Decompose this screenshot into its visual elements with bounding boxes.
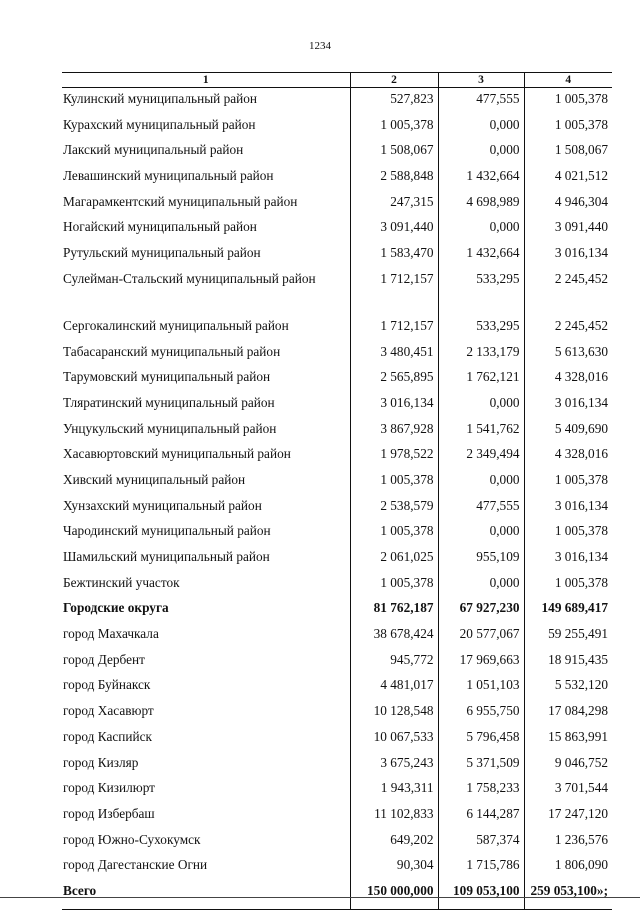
row-value-col3: 1 432,664: [438, 165, 524, 191]
row-name-cell: Бежтинский участок: [63, 574, 180, 590]
row-value-col3: 477,555: [438, 88, 524, 114]
row-name-cell: город Избербаш: [63, 805, 155, 821]
row-value-col4: 3 016,134: [524, 546, 612, 572]
row-value-col2: 1 005,378: [350, 114, 438, 140]
table-row: [62, 726, 612, 752]
row-value-col3: 1 051,103: [438, 674, 524, 700]
table-row: [62, 268, 612, 315]
row-value-col3: 587,374: [438, 829, 524, 855]
row-value-col3: 0,000: [438, 139, 524, 165]
table-header-row: [62, 73, 612, 88]
row-value-col2: 945,772: [350, 649, 438, 675]
row-value-col4: 4 021,512: [524, 165, 612, 191]
row-value-col2: 150 000,000: [350, 880, 438, 909]
row-value-col4: 1 806,090: [524, 854, 612, 880]
row-value-col3: 4 698,989: [438, 191, 524, 217]
row-name-cell: город Хасавюрт: [63, 703, 154, 719]
row-value-col4: 3 091,440: [524, 216, 612, 242]
row-value-col3: 477,555: [438, 495, 524, 521]
table-row: [62, 854, 612, 880]
table-row: [62, 165, 612, 191]
row-value-col2: 3 867,928: [350, 418, 438, 444]
row-value-col3: 533,295: [438, 268, 524, 315]
row-value-col2: 649,202: [350, 829, 438, 855]
row-name-cell: город Кизляр: [63, 754, 139, 770]
row-value-col4: 149 689,417: [524, 597, 612, 623]
row-value-col3: 0,000: [438, 114, 524, 140]
row-value-col3: 6 144,287: [438, 803, 524, 829]
table-body: [62, 88, 612, 910]
row-name-cell: Унцукульский муниципальный район: [63, 420, 277, 436]
table-row: [62, 829, 612, 855]
row-value-col2: 1 005,378: [350, 469, 438, 495]
row-name-cell: город Махачкала: [63, 626, 159, 642]
row-name-cell: город Южно-Сухокумск: [63, 831, 201, 847]
row-value-col4: 4 946,304: [524, 191, 612, 217]
row-value-col3: 1 758,233: [438, 777, 524, 803]
row-value-col2: 2 061,025: [350, 546, 438, 572]
row-value-col4: 3 016,134: [524, 495, 612, 521]
row-name-cell: Тляратинский муниципальный район: [63, 394, 275, 410]
row-value-col4: 59 255,491: [524, 623, 612, 649]
row-name-cell: Левашинский муниципальный район: [63, 168, 274, 184]
table-row: [62, 191, 612, 217]
row-value-col2: 1 712,157: [350, 315, 438, 341]
row-name-cell: Хунзахский муниципальный район: [63, 497, 262, 513]
column-header-1: 1: [62, 73, 350, 88]
row-value-col4: 2 245,452: [524, 315, 612, 341]
row-value-col4: 1 005,378: [524, 114, 612, 140]
row-value-col3: 5 796,458: [438, 726, 524, 752]
budget-table: [62, 72, 612, 910]
row-value-col2: 81 762,187: [350, 597, 438, 623]
row-name-cell: Хивский муниципальный район: [63, 471, 246, 487]
table-row: [62, 674, 612, 700]
row-value-col2: 3 091,440: [350, 216, 438, 242]
table-row: [62, 752, 612, 778]
page-bottom-border: [0, 897, 640, 898]
row-name-cell: город Дагестанские Огни: [63, 857, 208, 873]
row-value-col2: 3 675,243: [350, 752, 438, 778]
row-value-col3: 955,109: [438, 546, 524, 572]
row-name-cell: Шамильский муниципальный район: [63, 549, 270, 564]
row-value-col4: 5 613,630: [524, 341, 612, 367]
row-value-col3: 67 927,230: [438, 597, 524, 623]
row-value-col3: 0,000: [438, 520, 524, 546]
row-name-cell: Кулинский муниципальный район: [63, 91, 257, 106]
row-value-col2: 2 565,895: [350, 366, 438, 392]
row-value-col2: 527,823: [350, 88, 438, 114]
row-value-col4: 1 005,378: [524, 88, 612, 114]
row-value-col2: 38 678,424: [350, 623, 438, 649]
row-value-col4: 1 005,378: [524, 572, 612, 598]
row-name-cell: Ногайский муниципальный район: [63, 219, 257, 235]
row-value-col3: 6 955,750: [438, 700, 524, 726]
column-header-4: 4: [524, 73, 612, 88]
table-row: [62, 139, 612, 165]
row-value-col3: 2 349,494: [438, 443, 524, 469]
table-row: [62, 623, 612, 649]
row-value-col3: 0,000: [438, 572, 524, 598]
row-value-col2: 1 005,378: [350, 572, 438, 598]
column-header-3: 3: [438, 73, 524, 88]
row-name-cell: город Кизилюрт: [63, 780, 155, 796]
page-number: 1234: [309, 40, 331, 52]
row-value-col4: 4 328,016: [524, 443, 612, 469]
row-value-col4: 5 532,120: [524, 674, 612, 700]
row-value-col2: 10 128,548: [350, 700, 438, 726]
row-name-cell: Хасавюртовский муниципальный район: [63, 446, 291, 462]
table-row: [62, 495, 612, 521]
row-name-cell: Сергокалинский муниципальный район: [63, 317, 289, 333]
row-value-col4: 3 016,134: [524, 392, 612, 418]
table-row: [62, 366, 612, 392]
row-value-col4: 5 409,690: [524, 418, 612, 444]
row-value-col4: 17 247,120: [524, 803, 612, 829]
table-row: [62, 88, 612, 114]
row-name-cell: Сулейман-Стальский муниципальный район: [63, 270, 316, 286]
row-value-col3: 20 577,067: [438, 623, 524, 649]
row-name-cell: Городские округа: [63, 600, 169, 616]
row-name-cell: Чародинский муниципальный район: [63, 523, 271, 539]
row-value-col3: 1 715,786: [438, 854, 524, 880]
row-value-col2: 1 943,311: [350, 777, 438, 803]
row-value-col2: 1 978,522: [350, 443, 438, 469]
row-name-cell: город Дербент: [63, 651, 145, 667]
row-value-col3: 0,000: [438, 469, 524, 495]
row-value-col4: 1 508,067: [524, 139, 612, 165]
row-value-col3: 1 762,121: [438, 366, 524, 392]
table-row: [62, 649, 612, 675]
row-value-col4: 3 701,544: [524, 777, 612, 803]
table-row: [62, 700, 612, 726]
table-row: [62, 469, 612, 495]
row-value-col3: 0,000: [438, 392, 524, 418]
table-row: [62, 216, 612, 242]
row-value-col2: 2 588,848: [350, 165, 438, 191]
row-value-col3: 1 432,664: [438, 242, 524, 268]
table-row: [62, 572, 612, 598]
row-value-col3: 1 541,762: [438, 418, 524, 444]
table-row: [62, 114, 612, 140]
row-value-col2: 2 538,579: [350, 495, 438, 521]
table-row: [62, 392, 612, 418]
row-name-cell: Всего: [62, 880, 350, 909]
row-value-col4: 17 084,298: [524, 700, 612, 726]
table-row: [62, 341, 612, 367]
row-value-col3: 5 371,509: [438, 752, 524, 778]
row-value-col2: 1 712,157: [350, 268, 438, 315]
row-value-col2: 4 481,017: [350, 674, 438, 700]
row-value-col4: 3 016,134: [524, 242, 612, 268]
row-value-col4: 15 863,991: [524, 726, 612, 752]
row-value-col4: 9 046,752: [524, 752, 612, 778]
column-header-2: 2: [350, 73, 438, 88]
row-name-cell: город Каспийск: [63, 728, 152, 744]
row-value-col4: 1 005,378: [524, 469, 612, 495]
row-name-cell: Рутульский муниципальный район: [63, 245, 261, 261]
row-value-col2: 90,304: [350, 854, 438, 880]
row-value-col4: 4 328,016: [524, 366, 612, 392]
row-value-col4: 18 915,435: [524, 649, 612, 675]
table-row: [62, 315, 612, 341]
table-row: [62, 418, 612, 444]
row-value-col3: 2 133,179: [438, 341, 524, 367]
table-row: [62, 546, 612, 572]
table-row: [62, 597, 612, 623]
row-name-cell: Лакский муниципальный район: [63, 142, 244, 158]
row-value-col4: 1 236,576: [524, 829, 612, 855]
row-name-cell: Магарамкентский муниципальный район: [63, 193, 298, 209]
table-row: [62, 803, 612, 829]
table-row: [62, 520, 612, 546]
row-value-col2: 1 005,378: [350, 520, 438, 546]
row-name-cell: Табасаранский муниципальный район: [63, 343, 281, 359]
row-value-col2: 10 067,533: [350, 726, 438, 752]
table-row: [62, 777, 612, 803]
table-row: [62, 443, 612, 469]
row-value-col3: 533,295: [438, 315, 524, 341]
row-value-col2: 3 480,451: [350, 341, 438, 367]
row-name-cell: Курахский муниципальный район: [63, 116, 256, 132]
row-value-col4: 1 005,378: [524, 520, 612, 546]
row-value-col2: 11 102,833: [350, 803, 438, 829]
row-value-col2: 1 508,067: [350, 139, 438, 165]
row-value-col2: 1 583,470: [350, 242, 438, 268]
row-value-col2: 3 016,134: [350, 392, 438, 418]
row-value-col2: 247,315: [350, 191, 438, 217]
table-row: [62, 242, 612, 268]
row-name-cell: город Буйнакск: [63, 677, 151, 693]
row-value-col4: 259 053,100»;: [524, 880, 612, 909]
row-value-col3: 109 053,100: [438, 880, 524, 909]
row-value-col3: 17 969,663: [438, 649, 524, 675]
row-value-col4: 2 245,452: [524, 268, 612, 315]
row-name-cell: Тарумовский муниципальный район: [63, 369, 271, 385]
row-value-col3: 0,000: [438, 216, 524, 242]
